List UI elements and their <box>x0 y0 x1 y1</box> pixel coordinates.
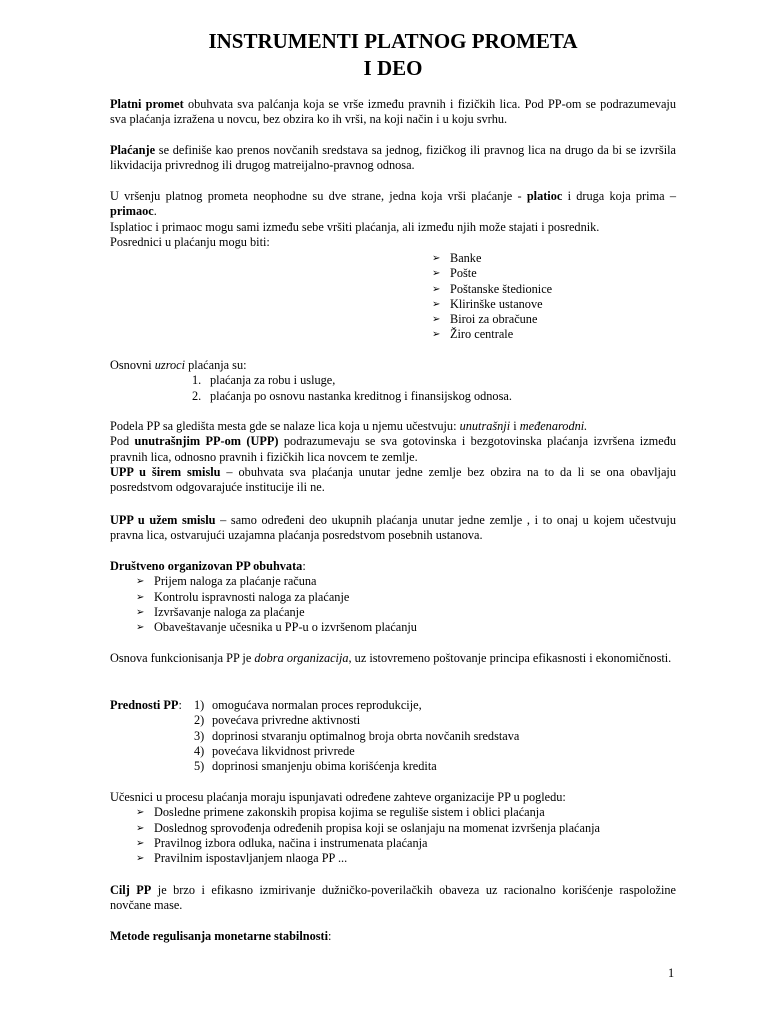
text-fragment: : <box>178 698 182 712</box>
paragraph-strane-line3: Posrednici u plaćanju mogu biti: <box>110 234 270 249</box>
paragraph-text: – samo određeni deo ukupnih plaćanja unutar jedne zemlje , i to onaj u kojem učestvuju pravna lica, ostvarujući uzajamna plaćanja posredstvom posebnih ustanova. <box>110 513 676 543</box>
list-item <box>428 282 668 297</box>
text-fragment: Podela PP sa gledišta mesta gde se nalaze lica koja u njemu učestvuju: <box>110 419 460 433</box>
paragraph-uzroci <box>110 358 676 404</box>
list-item-text: Prijem naloga za plaćanje računa <box>154 574 317 589</box>
text-fragment: Osnova funkcionisanja PP je <box>110 651 255 665</box>
list-item <box>428 251 668 266</box>
list-item-text: doprinosi smanjenju obima korišćenja kredita <box>212 759 437 774</box>
section-prednosti <box>110 698 676 775</box>
uzroci-intro <box>110 358 676 373</box>
list-item-number: 1) <box>194 698 205 712</box>
list-ucesnici <box>132 805 676 866</box>
term-placanje: Plaćanje <box>110 143 156 157</box>
list-item <box>194 744 519 759</box>
title-line-2: I DEO <box>363 56 423 80</box>
arrow-bullet-icon: ➢ <box>432 283 441 295</box>
term-uzroci: uzroci <box>154 358 186 372</box>
arrow-bullet-icon: ➢ <box>432 253 441 264</box>
arrow-bullet-icon: ➢ <box>136 591 145 603</box>
document-title <box>110 28 676 82</box>
paragraph-podela <box>110 419 676 495</box>
arrow-bullet-icon: ➢ <box>136 837 145 849</box>
list-item <box>428 266 668 281</box>
list-item-number: 3) <box>194 728 205 743</box>
list-item-text: plaćanja za robu i usluge, <box>210 373 336 388</box>
paragraph-text: je brzo i efikasno izmirivanje dužničko-poverilačkih obaveza uz racionalno korišćenje raspoložine novčane mase. <box>110 883 677 913</box>
podela-line <box>110 419 676 434</box>
list-item <box>132 574 676 589</box>
list-item-text: Pravilnim ispostavljanjem nlaoga PP ... <box>154 851 348 866</box>
list-drustveno <box>132 574 676 635</box>
list-item-number: 1. <box>192 373 202 388</box>
heading-metode <box>110 929 676 944</box>
list-item-text: Biroi za obračune <box>450 312 538 327</box>
list-item-text: Doslednog sprovođenja određenih propisa koji se oslanjaju na momenat izvršenja plaćanja <box>154 820 600 835</box>
term-dobra-organizacija: dobra organizacija <box>254 651 349 665</box>
text-fragment: : <box>328 929 332 943</box>
ucesnici-intro: Učesnici u procesu plaćanja moraju ispunjavati određene zahteve organizacije PP u pogledu: <box>110 790 566 804</box>
term-cilj: Cilj PP <box>110 883 152 897</box>
term-prednosti: Prednosti PP <box>110 698 179 712</box>
section-ucesnici <box>110 790 676 866</box>
list-item-text: Klirinške ustanove <box>450 296 543 311</box>
arrow-bullet-icon: ➢ <box>432 329 441 341</box>
arrow-bullet-icon: ➢ <box>136 853 145 865</box>
list-item-text: omogućava normalan proces reprodukcije, <box>212 698 422 712</box>
arrow-bullet-icon: ➢ <box>136 576 145 588</box>
list-uzroci <box>192 373 676 404</box>
paragraph-strane-line1 <box>110 189 676 220</box>
section-drustveno <box>110 559 676 635</box>
list-item-text: Pravilnog izbora odluka, načina i instrumenata plaćanja <box>154 835 428 850</box>
prednosti-label <box>110 698 182 713</box>
arrow-bullet-icon: ➢ <box>432 298 441 310</box>
paragraph-strane <box>110 189 676 250</box>
paragraph-platni-promet <box>110 97 676 128</box>
page-number: 1 <box>668 966 675 980</box>
list-item <box>428 312 668 327</box>
list-item <box>194 713 519 728</box>
text-fragment: plaćanja su: <box>185 358 247 372</box>
term-unutrasnji-pp: unutrašnjim PP-om (UPP) <box>134 434 279 449</box>
list-item <box>194 729 519 744</box>
list-item-number: 2) <box>194 713 205 728</box>
list-item <box>428 327 668 342</box>
text-fragment: . <box>153 204 157 219</box>
term-primaoc: primaoc <box>110 204 154 219</box>
list-posrednici <box>428 251 668 343</box>
arrow-bullet-icon: ➢ <box>136 807 145 819</box>
list-item <box>192 389 676 404</box>
list-item <box>194 759 519 774</box>
term-platni-promet: Platni promet <box>110 97 184 111</box>
text-fragment: U vršenju platnog prometa neophodne su dve strane, jedna koja vrši plaćanje - <box>110 189 527 203</box>
list-item-text: Banke <box>450 251 482 265</box>
list-item <box>132 590 676 605</box>
paragraph-text: se definiše kao prenos novčanih sredstava sa jednog, fizičkog ili pravnog lica na drugo da bi se izvršila likvidacija privrednog ili drugog matreijalno-pravnog odnosa. <box>110 143 676 173</box>
term-upp-sirem: UPP u širem smislu <box>110 464 221 479</box>
list-prednosti <box>194 698 519 774</box>
list-item-text: povećava privredne aktivnosti <box>212 713 361 728</box>
arrow-bullet-icon: ➢ <box>432 314 441 326</box>
list-item <box>132 851 676 866</box>
heading-text: Društveno organizovan PP obuhvata <box>110 559 303 573</box>
term-medjunarodni: međenarodni. <box>519 419 588 433</box>
text-fragment: : <box>302 559 306 573</box>
term-upp-uzem: UPP u užem smislu <box>110 513 216 527</box>
paragraph-strane-line2: Isplatioc i primaoc mogu sami između sebe vršiti plaćanja, ali između njih može stajati i posrednik. <box>110 219 600 234</box>
list-item <box>132 836 676 851</box>
list-item <box>132 605 676 620</box>
arrow-bullet-icon: ➢ <box>136 622 145 634</box>
title-line-1: INSTRUMENTI PLATNOG PROMETA <box>208 29 578 53</box>
list-item-text: Obaveštavanje učesnika u PP-u o izvršenom plaćanju <box>154 620 417 635</box>
list-item <box>428 297 668 312</box>
list-item <box>132 805 676 820</box>
list-item-text: Dosledne primene zakonskih propisa kojima se reguliše sistem i oblici plaćanja <box>154 805 545 820</box>
list-item-text: Izvršavanje naloga za plaćanje <box>154 604 305 619</box>
list-item-text: Kontrolu ispravnosti naloga za plaćanje <box>154 589 350 604</box>
text-fragment: Pod <box>110 434 135 449</box>
term-unutrasnji: unutrašnji <box>459 419 511 433</box>
arrow-bullet-icon: ➢ <box>432 268 441 280</box>
paragraph-upp-uzem <box>110 513 676 544</box>
list-item-text: plaćanja po osnovu nastanka kreditnog i finansijskog odnosa. <box>210 388 512 403</box>
list-item-text: doprinosi stvaranju optimalnog broja obrta novčanih sredstava <box>212 728 520 743</box>
text-fragment: i druga koja prima – <box>562 189 676 203</box>
list-item <box>192 373 676 388</box>
list-item-text: Žiro centrale <box>450 327 514 342</box>
arrow-bullet-icon: ➢ <box>136 606 145 618</box>
paragraph-osnova <box>110 651 676 666</box>
text-fragment: Osnovni <box>110 358 155 372</box>
drustveno-heading <box>110 559 676 574</box>
prednosti-block <box>110 698 676 775</box>
term-platioc: platioc <box>526 189 563 203</box>
text-fragment: – obuhvata sva plaćanja unutar jedne zemlje bez obzira na to da li se ona obavljaju posredstvom odgovarajuće institucije ili ne. <box>110 464 676 495</box>
list-item-text: povećava likvidnost privrede <box>212 743 355 758</box>
text-fragment: , uz istovremeno poštovanje principa efikasnosti i ekonomičnosti. <box>348 651 672 665</box>
paragraph-cilj <box>110 883 676 914</box>
list-item-number: 2. <box>192 388 202 403</box>
heading-text: Metode regulisanja monetarne stabilnosti <box>110 929 329 943</box>
list-item-number: 5) <box>194 759 205 774</box>
list-item <box>132 620 676 635</box>
list-item-text: Pošte <box>450 266 477 281</box>
list-item <box>132 821 676 836</box>
list-item <box>194 698 519 713</box>
text-fragment: podrazumevaju se sva gotovinska i bezgotovinska plaćanja izvršena između pravnih lica, odnosno pravnih i fizičkih lica novcem te zemlje. <box>110 434 676 464</box>
arrow-bullet-icon: ➢ <box>136 822 145 834</box>
upp-definition <box>110 434 676 465</box>
text-fragment: i <box>510 419 520 433</box>
list-item-text: Poštanske štedionice <box>450 281 553 296</box>
paragraph-placanje <box>110 143 676 174</box>
paragraph-text: obuhvata sva palćanja koja se vrše između pravnih i fizičkih lica. Pod PP-om se podrazumevaju sva plaćanja izražena u novcu, bez obzira ko ih vrši, na koji način i u koju svrhu. <box>110 97 676 127</box>
list-item-number: 4) <box>194 743 205 758</box>
upp-sirem-smislu <box>110 465 676 496</box>
